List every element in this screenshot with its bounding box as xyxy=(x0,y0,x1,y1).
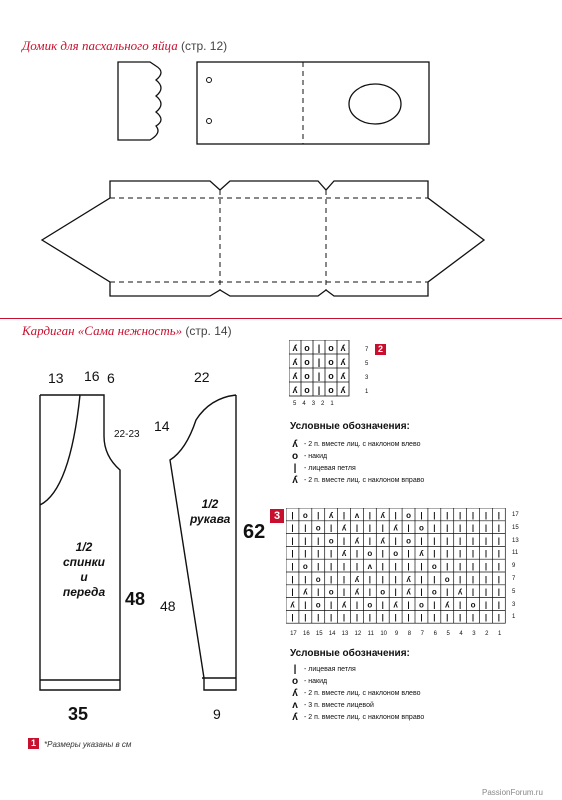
chart3-symbol: | xyxy=(368,510,371,520)
chart3-symbol: | xyxy=(381,523,384,533)
chart3-symbol: o xyxy=(328,536,334,546)
col-number: 4 xyxy=(302,401,306,407)
chart3-symbol: | xyxy=(420,536,423,546)
chart3-symbol: | xyxy=(291,574,294,584)
sleeve-piece-label xyxy=(190,497,230,527)
chart3-symbol: ʎ xyxy=(393,600,398,610)
svg-text:o: o xyxy=(328,371,334,381)
chart3-symbol: ʌ xyxy=(354,510,360,520)
section-divider xyxy=(0,318,562,319)
chart3-symbol: | xyxy=(381,574,384,584)
chart3-symbol: | xyxy=(459,523,462,533)
chart3-symbol: | xyxy=(317,549,320,559)
chart3-symbol: | xyxy=(368,587,371,597)
chart3-symbol: ʎ xyxy=(457,587,463,597)
chart3-symbol: | xyxy=(304,549,307,559)
chart3-symbol: | xyxy=(484,587,488,597)
chart3-symbol: ʎ xyxy=(354,536,360,546)
chart3-symbol: o xyxy=(302,562,308,571)
chart3-symbol: | xyxy=(459,549,462,559)
col-number: 5 xyxy=(446,631,450,637)
chart3-symbol: | xyxy=(446,536,449,546)
chart3-symbol: | xyxy=(304,574,307,584)
chart3-symbol: | xyxy=(459,536,462,546)
chart-badge: 3 xyxy=(270,509,284,523)
col-number: 16 xyxy=(302,631,310,637)
chart3-symbol: ʎ xyxy=(290,600,295,610)
dim-sleeve-bottom: 9 xyxy=(213,706,221,722)
knit-stitch-icon: | xyxy=(293,462,297,474)
chart3-symbol: | xyxy=(381,613,384,623)
chart3-symbol: | xyxy=(471,613,475,623)
dim-sleeve-cap: 14 xyxy=(154,418,170,434)
chart3-symbol: | xyxy=(471,510,475,520)
chart3-symbol: | xyxy=(317,510,320,520)
chart3-symbol: | xyxy=(317,536,320,546)
knit-chart-3 xyxy=(286,508,506,628)
legend-item xyxy=(290,474,424,486)
chart3-symbol: | xyxy=(407,600,410,610)
chart3-symbol: | xyxy=(497,510,500,520)
svg-text:o: o xyxy=(304,371,310,381)
chart3-symbol: | xyxy=(342,587,346,597)
chart3-symbol: | xyxy=(342,574,346,584)
chart3-symbol: | xyxy=(420,562,423,571)
chart3-symbol: | xyxy=(484,549,488,559)
chart3-symbol: | xyxy=(394,536,397,546)
row-number: 3 xyxy=(365,375,369,381)
dim-top-left: 13 xyxy=(48,370,64,386)
chart3-symbol: | xyxy=(394,510,397,520)
chart3-symbol: | xyxy=(368,523,371,533)
col-number: 4 xyxy=(459,631,463,637)
chart3-symbol: | xyxy=(394,613,397,623)
svg-text:ʎ: ʎ xyxy=(292,343,298,353)
col-number: 12 xyxy=(354,631,362,637)
svg-text:o: o xyxy=(304,343,310,353)
chart3-symbol: | xyxy=(484,613,488,623)
dim-armhole: 22-23 xyxy=(114,429,140,440)
knit-stitch-icon: | xyxy=(293,663,297,675)
row-number: 17 xyxy=(512,512,519,518)
chart3-symbol: o xyxy=(315,523,321,533)
chart3-symbol: | xyxy=(420,510,423,520)
chart3-symbol: | xyxy=(330,613,333,623)
k2tog-left-icon: ʎ xyxy=(292,438,298,450)
chart3-symbol: o xyxy=(406,510,411,520)
knit-chart-2 xyxy=(289,340,361,402)
chart3-symbol: | xyxy=(446,562,449,571)
chart3-symbol: o xyxy=(419,523,424,533)
chart3-symbol: | xyxy=(330,523,333,533)
chart3-symbol: | xyxy=(459,574,462,584)
chart3-symbol: | xyxy=(317,587,320,597)
row-number: 11 xyxy=(512,550,519,557)
chart3-symbol: o xyxy=(367,600,373,610)
chart3-symbol: ʎ xyxy=(341,600,347,610)
chart3-symbol: | xyxy=(433,600,436,610)
legend-text: - 3 п. вместе лицевой xyxy=(304,701,374,709)
chart3-symbol: | xyxy=(497,613,500,623)
label-line: 1/2 xyxy=(75,540,93,554)
chart3-symbol: | xyxy=(355,613,359,623)
chart3-symbol: ʎ xyxy=(341,549,347,559)
chart3-symbol: | xyxy=(381,549,384,559)
chart3-symbol: | xyxy=(497,523,500,533)
chart3-symbol: | xyxy=(497,600,500,610)
chart3-symbol: | xyxy=(407,523,410,533)
legend-item xyxy=(290,450,424,462)
section-title-text: Домик для пасхального яйца xyxy=(22,38,178,53)
col-number: 6 xyxy=(433,631,437,637)
chart3-symbol: | xyxy=(484,510,488,520)
row-number: 5 xyxy=(365,361,369,367)
col-number: 1 xyxy=(330,401,334,407)
chart3-symbol: | xyxy=(433,523,436,533)
legend-item xyxy=(290,462,424,474)
chart3-symbol: | xyxy=(446,613,449,623)
chart3-symbol: | xyxy=(381,562,384,571)
legend-text: - 2 п. вместе лиц. с наклоном вправо xyxy=(304,476,425,484)
chart3-symbol: | xyxy=(304,600,307,610)
dim-sleeve-total: 62 xyxy=(243,521,266,543)
chart3-symbol: | xyxy=(317,613,320,623)
chart3-symbol: | xyxy=(355,549,359,559)
chart3-symbol: | xyxy=(407,613,410,623)
chart3-symbol: ʎ xyxy=(354,574,360,584)
chart3-symbol: | xyxy=(433,510,436,520)
page-ref: (стр. 12) xyxy=(180,39,228,53)
col-number: 14 xyxy=(328,631,336,637)
svg-text:o: o xyxy=(328,357,334,367)
chart3-symbol: | xyxy=(342,562,346,571)
legend-item xyxy=(290,675,424,687)
chart3-symbol: | xyxy=(471,587,475,597)
chart3-symbol: ʎ xyxy=(419,549,424,559)
chart3-symbol: | xyxy=(368,574,371,584)
dim-top-right: 6 xyxy=(107,370,115,386)
chart3-symbol: ʎ xyxy=(393,523,398,533)
chart3-symbol: o xyxy=(315,600,321,610)
col-number: 13 xyxy=(341,631,349,637)
k2tog-right-icon: ʎ xyxy=(292,711,298,723)
chart3-symbol: ʎ xyxy=(328,510,334,520)
svg-text:ʎ: ʎ xyxy=(340,343,346,353)
svg-text:o: o xyxy=(304,357,310,367)
chart3-symbol: ʎ xyxy=(380,536,385,546)
dim-sleeve-top: 22 xyxy=(194,369,210,385)
row-number: 7 xyxy=(365,347,369,353)
row-number: 1 xyxy=(512,614,516,621)
watermark: PassionForum.ru xyxy=(482,788,543,797)
legend-item xyxy=(290,687,424,699)
yarn-over-icon: o xyxy=(291,675,299,687)
legend-text: - лицевая петля xyxy=(304,665,356,673)
chart3-symbol: | xyxy=(291,613,294,623)
chart3-symbol: | xyxy=(446,587,449,597)
chart3-symbol: | xyxy=(459,510,462,520)
chart3-symbol: ʎ xyxy=(445,600,450,610)
k2tog-left-icon: ʎ xyxy=(292,687,298,699)
legend-text: - 2 п. вместе лиц. с наклоном вправо xyxy=(304,713,425,721)
chart3-symbol: | xyxy=(484,574,488,584)
chart3-symbol: | xyxy=(433,549,436,559)
chart3-symbol: o xyxy=(406,536,411,546)
row-number: 3 xyxy=(512,601,516,608)
chart3-symbol: | xyxy=(291,510,294,520)
dim-sleeve-length: 48 xyxy=(160,598,176,614)
col-number: 8 xyxy=(407,631,412,637)
chart3-symbol: o xyxy=(380,587,386,597)
section-title-cardigan xyxy=(22,323,232,339)
chart3-symbol: o xyxy=(302,510,308,520)
chart3-symbol: | xyxy=(497,562,500,571)
svg-text:o: o xyxy=(328,343,334,353)
legend-title: Условные обозначения: xyxy=(290,421,410,432)
chart3-symbol: | xyxy=(497,574,500,584)
chart3-symbol: | xyxy=(484,600,488,610)
size-note: *Размеры указаны в см xyxy=(44,740,132,749)
chart3-symbol: | xyxy=(355,562,359,571)
col-number: 17 xyxy=(290,631,297,637)
svg-text:ʎ: ʎ xyxy=(340,371,346,381)
dim-body-bottom: 35 xyxy=(68,704,89,724)
label-line: 1/2 xyxy=(201,497,219,511)
chart3-symbol: ʎ xyxy=(380,510,385,520)
hole-top xyxy=(207,78,212,83)
chart3-symbol: ʎ xyxy=(406,574,411,584)
chart3-symbol: | xyxy=(394,562,397,571)
chart3-symbol: | xyxy=(342,510,346,520)
col-number: 15 xyxy=(315,631,323,637)
chart3-symbol: | xyxy=(433,574,436,584)
dim-body-height: 48 xyxy=(125,589,146,609)
chart3-symbol: ʎ xyxy=(406,587,411,597)
legend-text: - 2 п. вместе лиц. с наклоном влево xyxy=(304,689,421,697)
chart3-symbol: ʎ xyxy=(303,587,308,597)
col-number: 1 xyxy=(498,631,502,637)
chart3-symbol: | xyxy=(420,613,423,623)
chart3-symbol: | xyxy=(459,613,462,623)
chart3-symbol: | xyxy=(291,562,294,571)
chart3-symbol: | xyxy=(471,523,475,533)
chart3-symbol: | xyxy=(342,613,346,623)
svg-text:ʎ: ʎ xyxy=(292,371,298,381)
col-number: 2 xyxy=(321,401,325,407)
hole-bottom xyxy=(207,119,212,124)
svg-text:|: | xyxy=(317,357,321,367)
legend-item xyxy=(290,711,424,723)
svg-text:ʎ: ʎ xyxy=(340,385,346,395)
chart3-symbol: o xyxy=(328,587,334,597)
chart3-symbol: | xyxy=(381,600,384,610)
svg-text:ʎ: ʎ xyxy=(292,385,298,395)
chart3-symbol: | xyxy=(497,536,500,546)
chart3-symbol: | xyxy=(446,549,449,559)
col-number: 3 xyxy=(311,401,316,407)
chart3-symbol: | xyxy=(446,510,449,520)
svg-text:|: | xyxy=(317,371,321,381)
chart3-symbol: o xyxy=(444,574,450,584)
chart3-symbol: | xyxy=(291,549,294,559)
row-number: 7 xyxy=(512,575,516,582)
chart3-symbol: | xyxy=(471,536,475,546)
chart3-symbol: | xyxy=(471,549,475,559)
chart3-symbol: | xyxy=(497,549,500,559)
chart3-symbol: o xyxy=(431,587,437,597)
chart3-symbol: | xyxy=(304,523,307,533)
chart3-symbol: | xyxy=(342,536,346,546)
row-number: 1 xyxy=(365,389,369,395)
chart3-symbol: | xyxy=(484,523,488,533)
col-number: 2 xyxy=(485,631,489,637)
chart3-symbol: | xyxy=(330,549,333,559)
chart3-symbol: | xyxy=(471,562,475,571)
easter-house-pattern xyxy=(0,0,562,310)
chart3-symbol: | xyxy=(291,587,294,597)
chart3-symbol: | xyxy=(304,536,307,546)
yarn-over-icon: o xyxy=(291,450,299,462)
chart3-col-numbers xyxy=(287,631,506,637)
door-strip xyxy=(197,62,429,144)
legend-item xyxy=(290,699,424,711)
chart3-symbol: | xyxy=(394,587,397,597)
section-title-text: Кардиган «Сама нежность» xyxy=(22,323,183,338)
legend-item xyxy=(290,663,424,675)
cardigan-pieces xyxy=(0,360,280,730)
chart3-symbol: | xyxy=(433,613,436,623)
scalloped-strip xyxy=(118,62,161,140)
label-line: и переда xyxy=(62,570,106,599)
chart3-symbol: | xyxy=(291,536,294,546)
legend-text: - накид xyxy=(304,452,328,460)
chart3-row-numbers xyxy=(512,509,519,624)
chart3-symbol: ʎ xyxy=(354,587,360,597)
body-piece-label xyxy=(60,540,108,600)
chart3-symbol: | xyxy=(291,523,294,533)
svg-text:ʎ: ʎ xyxy=(340,357,346,367)
chart3-symbol: | xyxy=(330,600,333,610)
chart3-symbol: | xyxy=(407,562,410,571)
legend-text: - лицевая петля xyxy=(304,464,356,472)
door-window xyxy=(349,84,401,124)
page-ref: (стр. 14) xyxy=(185,324,232,338)
chart3-symbol: o xyxy=(419,600,424,610)
chart3-symbol: | xyxy=(368,613,371,623)
chart3-symbol: | xyxy=(394,574,397,584)
chart3-symbol: | xyxy=(497,587,500,597)
chart3-symbol: | xyxy=(420,587,423,597)
row-number: 15 xyxy=(512,524,519,531)
page-badge: 1 xyxy=(28,738,39,749)
legend-text: - 2 п. вместе лиц. с наклоном влево xyxy=(304,440,421,448)
chart3-symbol: ʌ xyxy=(367,562,373,571)
svg-text:o: o xyxy=(328,385,334,395)
chart3-symbol: o xyxy=(367,549,373,559)
legend-1 xyxy=(290,421,424,486)
chart3-symbol: | xyxy=(420,574,423,584)
col-number: 3 xyxy=(472,631,476,637)
col-number: 11 xyxy=(367,631,374,637)
row-number: 13 xyxy=(512,537,519,544)
k3tog-icon: ʌ xyxy=(292,699,298,711)
chart3-symbol: | xyxy=(368,536,371,546)
chart3-symbol: | xyxy=(330,562,333,571)
col-number: 7 xyxy=(420,631,425,637)
chart3-symbol: | xyxy=(304,613,307,623)
chart3-symbol: | xyxy=(355,600,359,610)
chart3-symbol: | xyxy=(407,549,410,559)
row-number: 9 xyxy=(512,563,516,570)
chart2-row-numbers xyxy=(365,343,368,399)
label-line: спинки xyxy=(63,555,105,569)
chart3-symbol: | xyxy=(471,574,475,584)
chart3-symbol: o xyxy=(315,574,321,584)
legend-2 xyxy=(290,648,424,723)
chart2-col-numbers xyxy=(293,401,334,407)
chart3-symbol: | xyxy=(484,562,488,571)
label-line: рукава xyxy=(190,512,231,526)
row-number: 5 xyxy=(512,588,516,595)
chart3-symbol: | xyxy=(317,562,320,571)
k2tog-right-icon: ʎ xyxy=(292,474,298,486)
chart3-symbol: | xyxy=(484,536,488,546)
svg-text:|: | xyxy=(317,385,321,395)
chart3-symbol: | xyxy=(459,562,462,571)
chart3-symbol: ʎ xyxy=(341,523,347,533)
chart3-symbol: | xyxy=(355,523,359,533)
chart3-symbol: | xyxy=(446,523,449,533)
chart3-symbol: | xyxy=(330,574,333,584)
chart3-symbol: o xyxy=(470,600,476,610)
col-number: 9 xyxy=(394,631,399,637)
legend-item xyxy=(290,438,424,450)
chart3-symbol: | xyxy=(459,600,462,610)
legend-title: Условные обозначения: xyxy=(290,648,410,659)
chart3-symbol: o xyxy=(393,549,399,559)
col-number: 10 xyxy=(380,631,388,637)
chart3-symbol: o xyxy=(431,562,437,571)
col-number: 5 xyxy=(293,401,297,407)
svg-text:o: o xyxy=(304,385,310,395)
dim-top-mid: 16 xyxy=(84,368,100,384)
svg-text:|: | xyxy=(317,343,321,353)
legend-text: - накид xyxy=(304,677,328,685)
svg-text:ʎ: ʎ xyxy=(292,357,298,367)
sleeve-piece-outline xyxy=(170,395,236,690)
chart-badge: 2 xyxy=(375,344,386,355)
chart3-symbol: | xyxy=(433,536,436,546)
